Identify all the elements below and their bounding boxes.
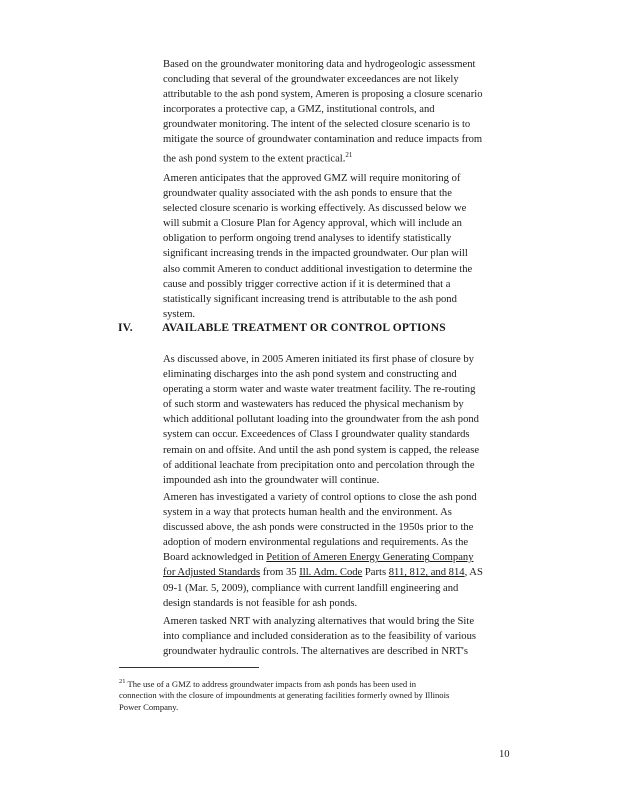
paragraph-nrt-alternatives: Ameren tasked NRT with analyzing alternatives that would bring the Site into compliance and included consideration as to the feasibility of various groundwater hydraulic controls. The alternatives are described in NRT's: [163, 616, 477, 658]
parts-citation: 811, 812, and 814: [388, 567, 465, 579]
footnote-divider: [119, 667, 259, 668]
section-title: AVAILABLE TREATMENT OR CONTROL OPTIONS: [162, 322, 446, 334]
paragraph-gmz-monitoring: Ameren anticipates that the approved GMZ will require monitoring of groundwater quality associated with the ash ponds to ensure that the selected closure scenario is working effectively. As discussed below we will submit a Closure Plan for Agency approval, which will include an obligation to perform ongoing trend analyses to identify statistically significant increasing trends in the impacted groundwater. Our plan will also commit Ameren to conduct additional investigation to determine the cause and possibly trigger corrective action if it is determined that a statistically significant increasing trend is attributable to the ash pond system.: [163, 173, 473, 320]
section-number: IV.: [118, 322, 133, 334]
paragraph-closure-proposal: Based on the groundwater monitoring data and hydrogeologic assessment concluding that several of the groundwater exceedances are not likely attributable to the ash pond system, Ameren is proposing a closure scenario incorporates a protective cap, a GMZ, institutional controls, and groundwater monitoring. The intent of the selected closure scenario is to mitigate the source of groundwater contamination and reduce impacts from the ash pond system to the extent practical.$^{21}$: [163, 59, 483, 165]
case-citation-cont: for Adjusted Standards: [163, 567, 261, 579]
footnote-ref: 21: [345, 150, 353, 159]
page-number: 10: [499, 749, 510, 760]
paragraph-phase-one-closure: As discussed above, in 2005 Ameren initiated its first phase of closure by eliminating discharges into the ash pond system and constructing and operating a storm water and waste water treatment facility. The re-routing of such storm and wastewaters has reduced the physical mechanism by which additional pollutant loading into the groundwater from the ash pond system can occur. Exceedences of Class I groundwater quality standards remain on and offsite. And until the ash pond system is capped, the release of additional leachate from precipitation onto and percolation through the impounded ash into the groundwater will continue.: [163, 354, 480, 486]
footnote-number: 21: [119, 678, 126, 685]
case-citation: Petition of Ameren Energy Generating Company: [266, 552, 474, 564]
code-citation: Ill. Adm. Code: [299, 567, 363, 579]
paragraph-control-options: Ameren has investigated a variety of control options to close the ash pond system in a way that protects human health and the environment. As discussed above, the ash ponds were constructed in the 1950s prior to the adoption of modern environmental regulations and requirements. As the Board acknowledged in Petition of Ameren Energy Generating Company for Adjusted Standards from 35 Ill. Adm. Code Parts 811, 812, and 814, AS 09-1 (Mar. 5, 2009), compliance with current landfill engineering and design standards is not feasible for ash ponds.: [163, 492, 483, 609]
footnote: $^{21}$ The use of a GMZ to address groundwater impacts from ash ponds has been used in connection with the closure of impoundments at generating facilities formerly owned by Illinois Power Company.: [119, 678, 450, 712]
